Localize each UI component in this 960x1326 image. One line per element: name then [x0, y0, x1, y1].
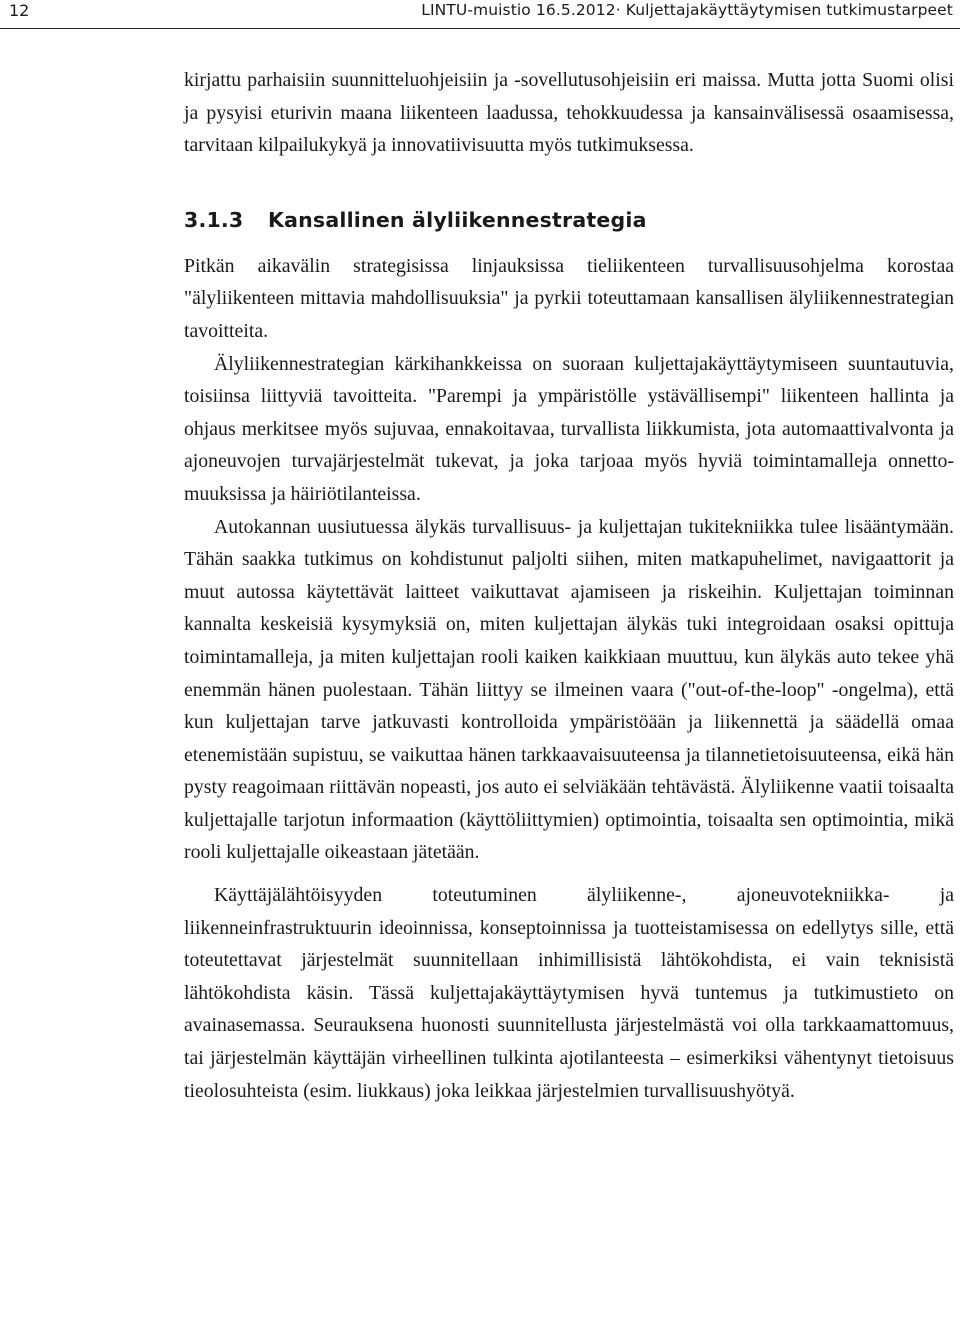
section-title: Kansallinen älyliikennestrategia [268, 207, 647, 232]
running-title: LINTU-muistio 16.5.2012· Kuljettajakäyttäytymisen tutkimustarpeet [421, 1, 953, 19]
paragraph-4: Käyttäjälähtöisyyden toteutuminen älyliikenne-, ajoneuvotekniikka- ja liikenneinfrastruktuurin ideoinnissa, konseptoinnissa ja tuotteistamisessa on edellytys sille, että toteutettavat järjestelmät suunnitellaan inhimillisistä lähtökohdista, ei vain teknisistä lähtökohdista käsin. Tässä kuljettajakäyttäytymisen hyvä tuntemus ja tutkimustieto on avainasemassa. Seurauksena huonosti suunnitellusta järjestelmästä voi olla tarkkaamattomuus, tai järjestelmän käyttäjän virheellinen tulkinta ajotilanteesta – esimerkiksi vähentynyt tietoisuus tieolosuhteista (esim. liukkaus) joka leikkaa järjestelmien turvallisuushyötyä. [184, 884, 954, 1102]
section-number: 3.1.3 [184, 207, 244, 232]
header-rule [0, 28, 960, 29]
paragraph-3: Autokannan uusiutuessa älykäs turvallisuus- ja kuljettajan tukitekniikka tulee lisääntymään. Tähän saakka tutkimus on kohdistunut paljolti siihen, miten matkapuhelimet, navigaattorit ja muut autossa käytettävät laitteet vaikuttavat ajamiseen ja riskeihin. Kuljettajan toiminnan kannalta keskeisiä kysymyksiä on, miten kuljettajan älykäs tuki integroidaan osaksi opittuja toimintamalleja, ja miten kuljettajan rooli kaiken kaikkiaan muuttuu, kun älykäs auto tekee yhä enemmän hänen puolestaan. Tähän liittyy se ilmeinen vaara ("out-of-the-loop" -ongelma), että kun kuljettajan tarve jatkuvasti kontrolloida ympäristöään ja liikennettä ja säädellä omaa etenemistään supistuu, se vaikuttaa hänen tarkkaavaisuuteensa ja tilannetietoisuuteensa, eikä hän pysty reagoimaan riittävän nopeasti, jos auto ei selviäkään tehtävästä. Älyliikenne vaatii toisaalta kuljettajalle tarjotun informaation (käyttöliittymien) optimointia, toisaalta sen optimointia, mikä rooli kuljettajalle oikeastaan jätetään. [184, 515, 954, 864]
intro-paragraph: kirjattu parhaisiin suunnitteluohjeisiin ja -sovellutusohjeisiin eri maissa. Mutta jotta Suomi olisi ja pysyisi eturivin maana liikenteen laadussa, tehokkuudessa ja kansainvälisessä osaamisessa, tarvitaan kilpailukykyä ja innovatiivisuutta myös tutkimuksessa. [184, 69, 954, 157]
page-number: 12 [9, 1, 30, 20]
paragraph-1: Pitkän aikavälin strategisissa linjauksissa tieliikenteen turvallisuusohjelma korostaa "älyliikenteen mittavia mahdollisuuksia" ja pyrkii toteuttamaan kansallisen älyliikennestrategian tavoitteita. [184, 254, 954, 342]
section-heading [184, 206, 954, 234]
page-body [184, 64, 954, 1107]
paragraph-2: Älyliikennestrategian kärkihankkeissa on suoraan kuljettajakäyttäytymiseen suuntautuvia, toisiinsa liittyviä tavoitteita. "Parempi ja ympäristölle ystävällisempi" liikenteen hallinta ja ohjaus merkitsee myös sujuvaa, ennakoitavaa, turvallista liikkumista, jota automaattivalvonta ja ajoneuvojen turvajärjestelmät tukevat, ja joka tarjoaa myös hyviä toimintamalleja onnettomuuksissa ja häiriötilanteissa. [184, 352, 954, 505]
page-header [0, 0, 960, 30]
